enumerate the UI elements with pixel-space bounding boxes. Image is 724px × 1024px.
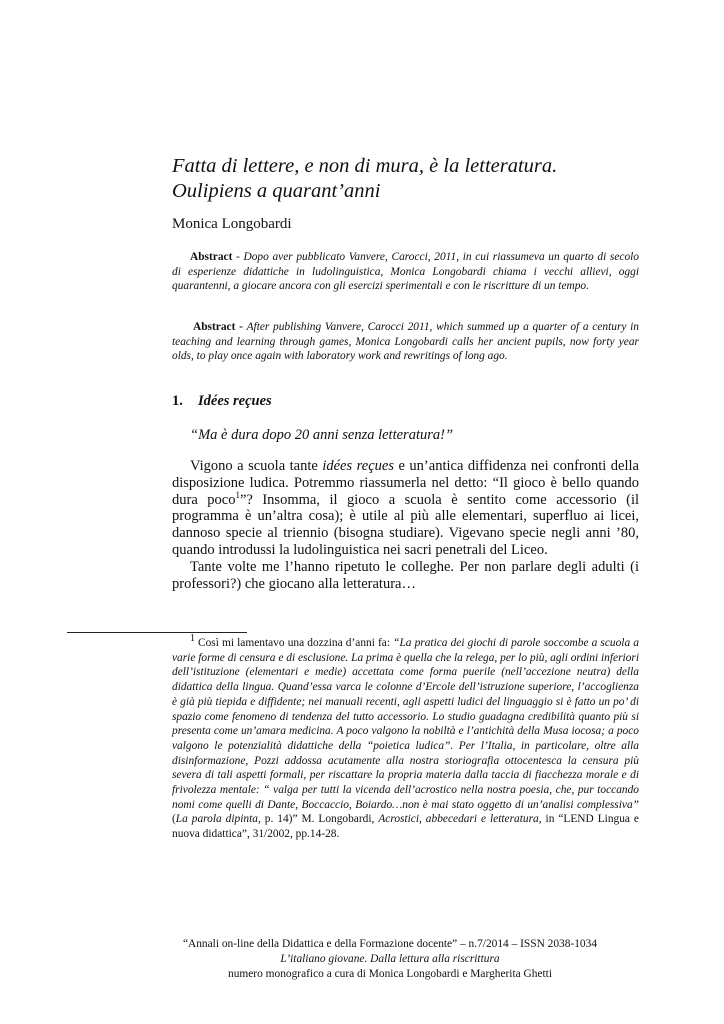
abstract-english [172,320,639,364]
text-run: , p. 14)” M. Longobardi, [257,813,379,826]
footnote-divider [67,632,247,633]
author-name: Monica Longobardi [172,216,292,232]
footnote-mark: 1 [190,633,195,645]
title-line-2: Oulipiens a quarant’anni [172,180,381,202]
abstract-label: Abstract - [193,321,247,333]
emphasis: idées reçues [322,458,394,474]
body-paragraph: Tante volte me l’hanno ripetuto le colleghe. Per non parlare degli adulti (i professori?) che giocano alla letteratura… [172,558,639,592]
abstract-italian [172,250,639,294]
text-run: e un’antica diffidenza nei confronti della disposizione ludica. Potremmo riassumerla nel detto: “Il gioco è bello quando dura poco [172,458,639,508]
text-run: ( [172,813,176,826]
ref-title: La parola dipinta [175,813,258,826]
epigraph: “Ma è dura dopo 20 anni senza letteratura!” [190,427,454,443]
text-run: , in “LEND Lingua e nuova didattica”, 31/2002, pp.14-28. [172,813,639,841]
text-run: ”? Insomma, il gioco a scuola è sentito come accessorio (il programma è un’altra cosa); è utile al più alle elementari, superfluo ai licei, dannoso specie al triennio (bisogna studiare). Vigevano specie negli anni ’80, quando introdussi la ludolinguistica nei sacri penetrali del Liceo. [172,491,640,558]
footnote [172,633,639,842]
footnote-quote: “La pratica dei giochi di parole soccombe a scuola a varie forme di censura e di esclusione. La prima è quella che la relega, per lo più, agli ordini inferiori dell’istituzione (elementari e medie) accettata come forma puerile (nell’accezione neutra) della didattica della lingua. Quand’essa varca le colonne d’Ercole dell’istruzione superiore, l’accoglienza è già più tiepida e diffidente; nei manuali recenti, agli aspetti ludici del linguaggio si è fatto un po’ di spazio come fenomeno di tendenza del tutto accessorio. Lo studio guadagna credibilità quanto più si presenta come un’amara medicina. A poco valgono la nobiltà e l’antichità della Musa iocosa; a poco valgono le potenzialità didattiche della “poietica ludica”. Per l’Italia, in particolare, oltre alla disinformazione, Pozzi addossa acutamente alla nostra storiografia ottocentesca la censura più severa di tali aspetti formali, per riscattare la propria materia dalla taccia di fiacchezza morale e di frivolezza mentale: “ valga per tutti la vicenda dell’acrostico nella nostra poesia, che, pur toccando nomi come quelli di Dante, Boccaccio, Boiardo…non è mai stato oggetto di un’analisi complessiva” [172,637,639,811]
section-title: Idées reçues [198,393,272,409]
text-run: Vigono a scuola tante [190,458,323,474]
footer-line-3: numero monografico a cura di Monica Longobardi e Margherita Ghetti [228,968,552,980]
footer-line-2: L’italiano giovane. Dalla lettura alla riscrittura [280,953,500,965]
section-number: 1. [172,393,183,409]
title-line-1: Fatta di lettere, e non di mura, è la letteratura. [172,155,558,177]
body-paragraph [172,458,639,559]
section-heading [172,393,272,410]
footer-line-1: “Annali on-line della Didattica e della Formazione docente” – n.7/2014 – ISSN 2038-1034 [182,938,598,950]
paper-title [172,154,632,204]
abstract-label: Abstract [190,251,233,263]
footnote-ref[interactable]: 1 [235,489,240,500]
abstract-text: - Dopo aver pubblicato Vanvere, Carocci, 2011, in cui riassumeva un quarto di secolo di esperienze didattiche in ludolinguistica, Monica Longobardi chiama i vecchi allievi, oggi quarantenni, a giocare ancora con gli esercizi sperimentali e con le riscritture di un tempo. [172,251,639,293]
body-text [172,458,639,592]
abstract-text: After publishing Vanvere, Carocci 2011, which summed up a quarter of a century in teaching and learning through games, Monica Longobardi calls her ancient pupils, now forty year olds, to play once again with laboratory work and rewritings of long ago. [172,321,639,363]
page-footer [140,937,640,982]
ref-title: Acrostici, abbecedari e letteratura [378,813,539,826]
text-run: Così mi lamentavo una dozzina d’anni fa: [198,637,394,649]
